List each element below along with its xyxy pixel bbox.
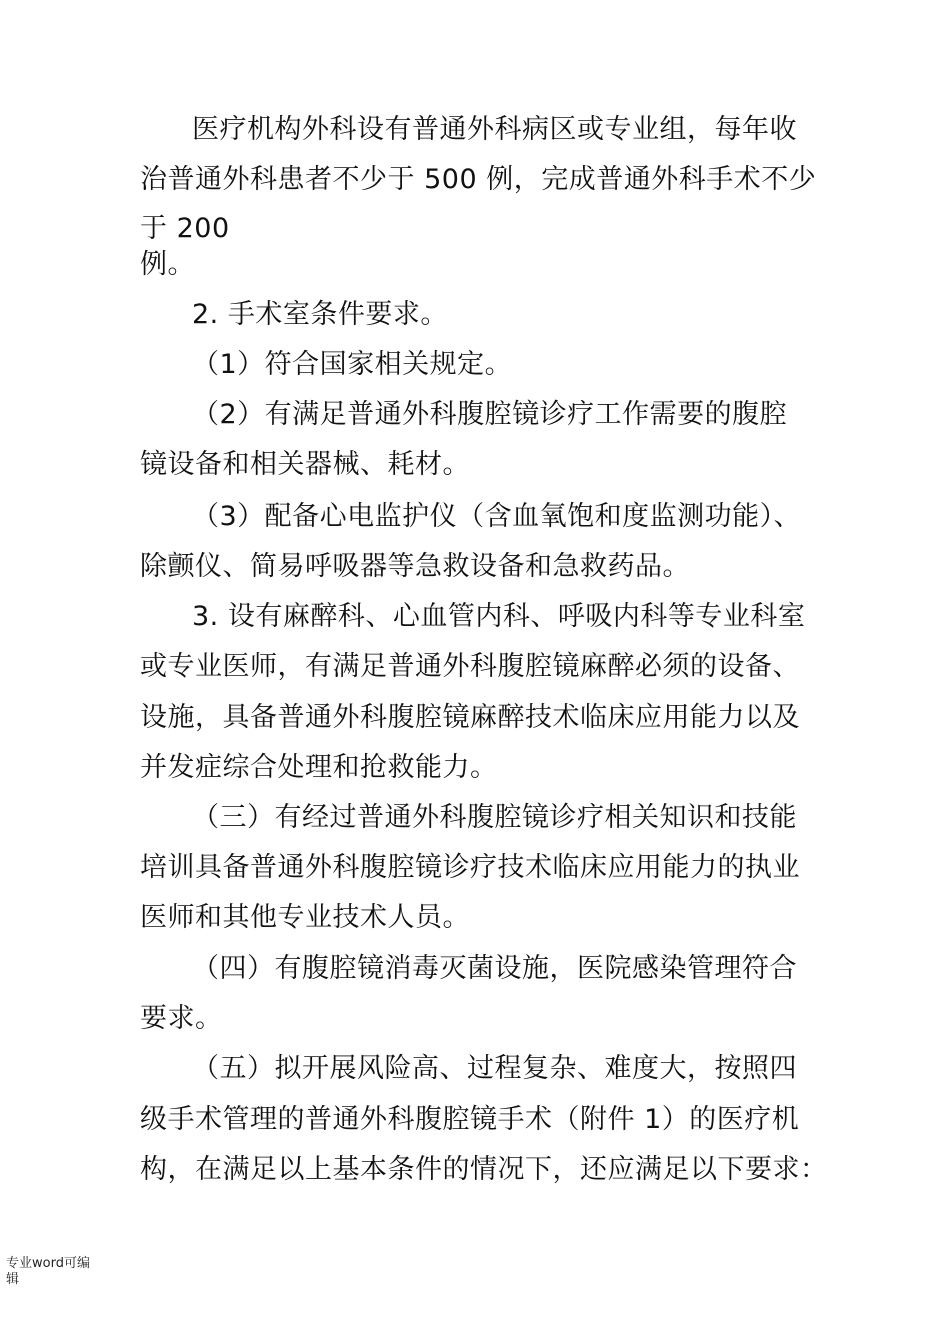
text-line: 于 200 [140,213,230,244]
text-line: 或专业医师，有满足普通外科腹腔镜麻醉必须的设备、 [140,651,800,682]
text-line: 并发症综合处理和抢救能力。 [140,752,498,783]
text-line: 级手术管理的普通外科腹腔镜手术（附件 1）的医疗机 [140,1104,800,1135]
footer-watermark-line: 专业word可编 [6,1256,90,1271]
text-line: （四）有腹腔镜消毒灭菌设施，医院感染管理符合 [192,953,797,984]
text-line: 构，在满足以上基本条件的情况下，还应满足以下要求： [140,1154,828,1185]
text-line: 3. 设有麻醉科、心血管内科、呼吸内科等专业科室 [192,601,806,632]
text-line: （五）拟开展风险高、过程复杂、难度大，按照四 [192,1053,797,1084]
footer-watermark-line: 辑 [6,1272,20,1287]
text-line: （三）有经过普通外科腹腔镜诊疗相关知识和技能 [192,802,797,833]
text-line: 设施，具备普通外科腹腔镜麻醉技术临床应用能力以及 [140,702,800,733]
text-line: 要求。 [140,1003,223,1034]
text-line: 培训具备普通外科腹腔镜诊疗技术临床应用能力的执业 [140,852,800,883]
text-line: （2）有满足普通外科腹腔镜诊疗工作需要的腹腔 [192,399,788,430]
text-line: 医师和其他专业技术人员。 [140,902,470,933]
text-line: 除颤仪、简易呼吸器等急救设备和急救药品。 [140,551,690,582]
text-line: （3）配备心电监护仪（含血氧饱和度监测功能）、 [192,501,802,532]
text-line: 镜设备和相关器械、耗材。 [140,449,470,480]
text-line: 治普通外科患者不少于 500 例，完成普通外科手术不少 [140,164,817,195]
text-line: 例。 [140,249,195,280]
text-line: 2. 手术室条件要求。 [192,299,448,330]
text-line: （1）符合国家相关规定。 [192,349,513,380]
text-line: 医疗机构外科设有普通外科病区或专业组，每年收 [192,114,797,145]
